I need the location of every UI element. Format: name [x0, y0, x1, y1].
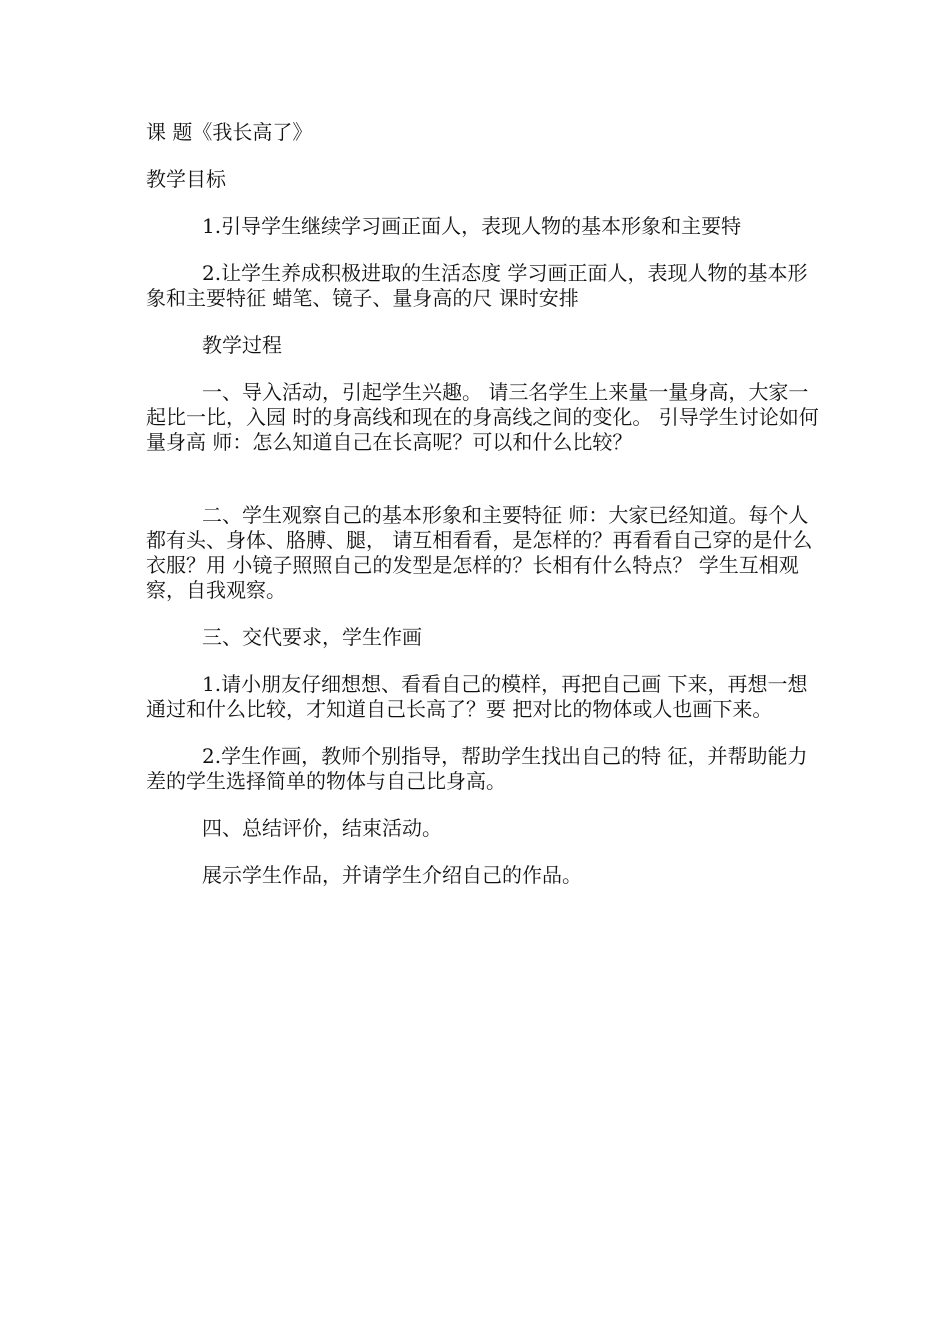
process-step-2: 二、学生观察自己的基本形象和主要特征 师：大家已经知道。每个人都有头、身体、胳膊、腿， 请互相看看，是怎样的？再看看自己穿的是什么衣服？用 小镜子照照自己的发型是怎样的？长相有什么特点？ 学生互相观察，自我观察。: [146, 503, 813, 602]
goals-heading: 教学目标: [146, 167, 226, 191]
process-step-3-item-2: 2.学生作画，教师个别指导，帮助学生找出自己的特 征，并帮助能力差的学生选择简单的物体与自己比身高。: [146, 744, 808, 793]
goal-item-1: 1.引导学生继续学习画正面人，表现人物的基本形象和主要特: [202, 214, 742, 238]
process-step-4-heading: 四、总结评价，结束活动。: [202, 816, 442, 840]
lesson-title: 课 题《我长高了》: [146, 120, 313, 144]
process-step-1: 一、导入活动，引起学生兴趣。 请三名学生上来量一量身高，大家一起比一比，入园 时的身高线和现在的身高线之间的变化。 引导学生讨论如何量身高 师：怎么知道自己在长高呢？可以和什么比较？: [146, 380, 819, 454]
document-body: [146, 120, 826, 910]
process-step-3-heading: 三、交代要求，学生作画: [202, 625, 422, 649]
process-heading: 教学过程: [202, 333, 282, 357]
process-step-4-text: 展示学生作品，并请学生介绍自己的作品。: [202, 863, 582, 887]
process-step-3-item-1: 1.请小朋友仔细想想、看看自己的模样，再把自己画 下来，再想一想通过和什么比较，才知道自己长高了？要 把对比的物体或人也画下来。: [146, 672, 808, 721]
goal-item-2: 2.让学生养成积极进取的生活态度 学习画正面人，表现人物的基本形象和主要特征 蜡笔、镜子、量身高的尺 课时安排: [146, 261, 808, 310]
